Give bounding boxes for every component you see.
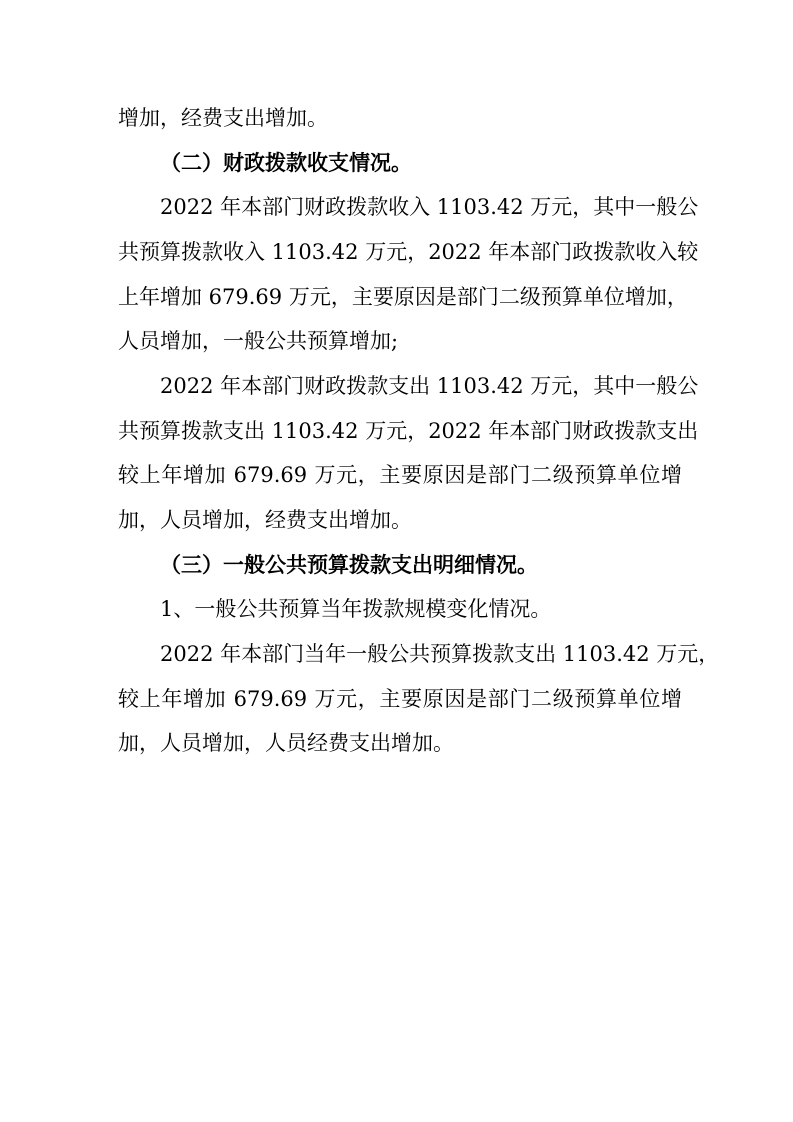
text-line: 2022 年本部门财政拨款收入 1103.42 万元，其中一般公 — [160, 195, 699, 219]
text-line: 人员增加，一般公共预算增加; — [118, 329, 399, 353]
section-heading-3: （三）一般公共预算拨款支出明细情况。 — [160, 553, 538, 577]
text-line: 共预算拨款收入 1103.42 万元，2022 年本部门政拨款收入较 — [118, 240, 699, 264]
text-line: 较上年增加 679.69 万元，主要原因是部门二级预算单位增 — [118, 687, 682, 711]
text-line: 较上年增加 679.69 万元，主要原因是部门二级预算单位增 — [118, 463, 682, 487]
text-line: 共预算拨款支出 1103.42 万元，2022 年本部门财政拨款支出 — [118, 419, 699, 443]
text-line: 加，人员增加，人员经费支出增加。 — [118, 731, 454, 755]
text-line: 2022 年本部门当年一般公共预算拨款支出 1103.42 万元， — [160, 642, 720, 666]
text-line: 增加，经费支出增加。 — [118, 106, 328, 130]
text-line: 加，人员增加，经费支出增加。 — [118, 508, 412, 532]
section-heading-2: （二）财政拨款收支情况。 — [160, 151, 412, 175]
text-line: 上年增加 679.69 万元，主要原因是部门二级预算单位增加， — [118, 285, 688, 309]
text-line: 2022 年本部门财政拨款支出 1103.42 万元，其中一般公 — [160, 374, 699, 398]
text-line: 1、一般公共预算当年拨款规模变化情况。 — [160, 597, 552, 621]
